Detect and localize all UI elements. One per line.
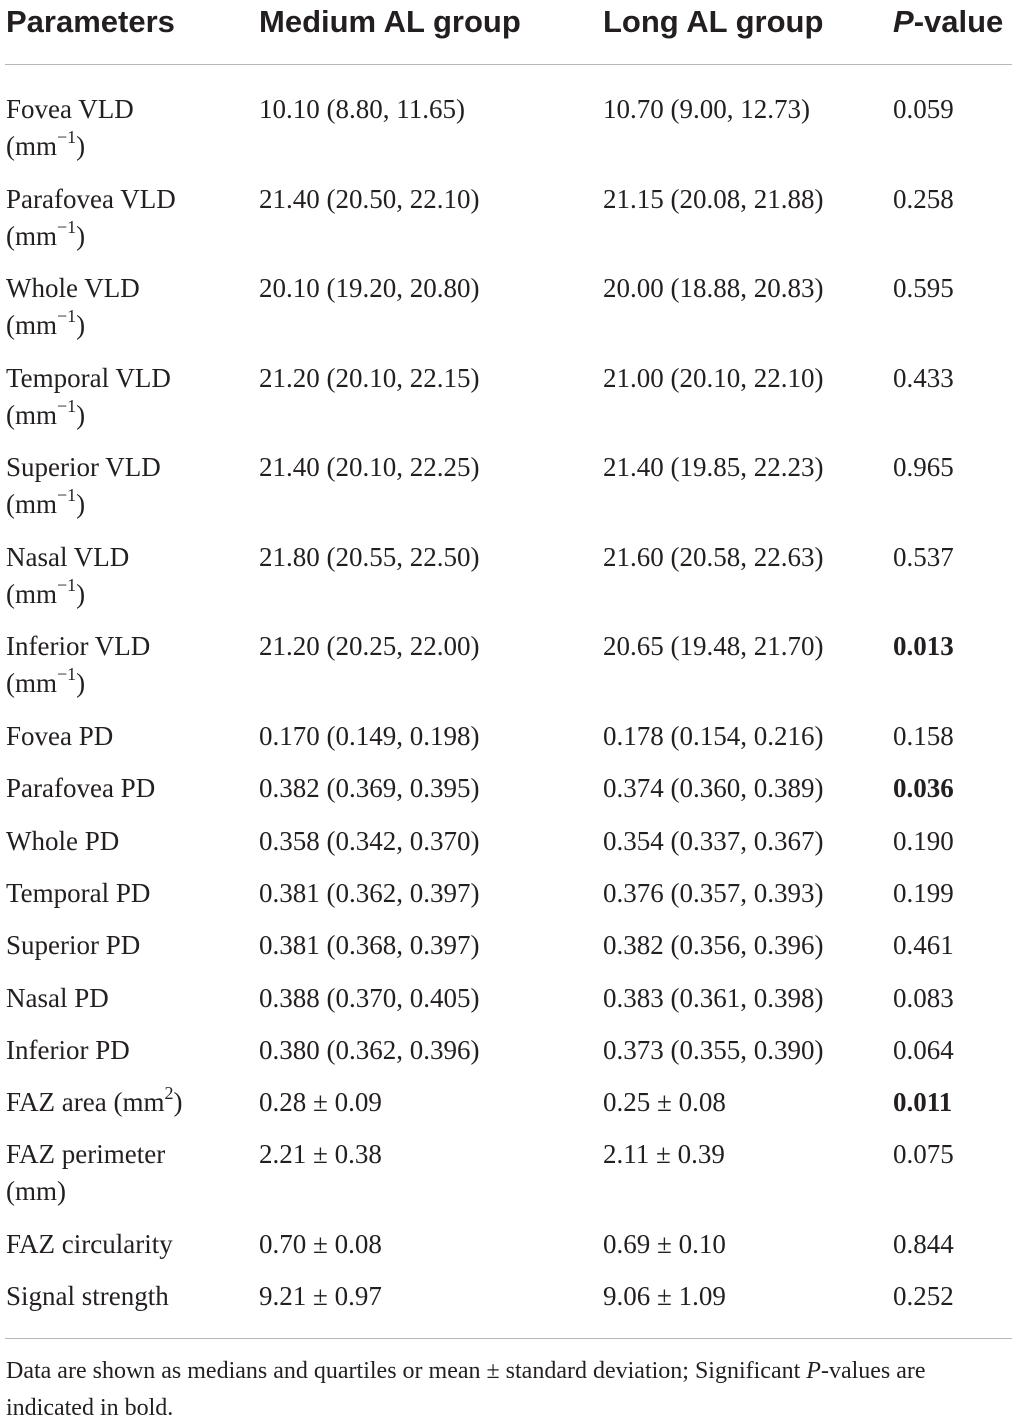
row-label: Parafovea PD — [6, 773, 156, 803]
medium-value: 0.170 (0.149, 0.198) — [259, 721, 480, 751]
medium-value: 0.381 (0.368, 0.397) — [259, 930, 480, 960]
p-value: 0.461 — [893, 930, 954, 960]
p-value: 0.059 — [893, 94, 954, 124]
unit-mm-inverse: $(mm^{-1})$ — [6, 664, 86, 698]
p-value: 0.433 — [893, 363, 954, 393]
medium-value: 0.388 (0.370, 0.405) — [259, 983, 480, 1013]
unit-mm-inverse: $(mm^{-1})$ — [6, 396, 86, 430]
long-value: 0.354 (0.337, 0.367) — [603, 826, 824, 856]
row-label: FAZ perimeter (mm) — [6, 1139, 166, 1206]
row-label: Inferior PD — [6, 1035, 130, 1065]
row-label: Parafovea VLD $(mm^{-1})$ — [6, 184, 176, 251]
p-value: 0.537 — [893, 542, 954, 572]
long-value: 0.383 (0.361, 0.398) — [603, 983, 824, 1013]
p-value: 0.199 — [893, 878, 954, 908]
medium-value: 10.10 (8.80, 11.65) — [259, 94, 465, 124]
unit-mm-inverse: $(mm^{-1})$ — [6, 575, 86, 609]
long-value: 21.15 (20.08, 21.88) — [603, 184, 824, 214]
medium-value: 9.21 ± 0.97 — [259, 1281, 382, 1311]
medium-value: 0.381 (0.362, 0.397) — [259, 878, 480, 908]
unit-mm-inverse: $(mm^{-1})$ — [6, 217, 86, 251]
long-value: 20.00 (18.88, 20.83) — [603, 273, 824, 303]
p-value: 0.965 — [893, 452, 954, 482]
medium-value: 0.70 ± 0.08 — [259, 1229, 382, 1259]
long-value: 10.70 (9.00, 12.73) — [603, 94, 810, 124]
medium-value: 0.380 (0.362, 0.396) — [259, 1035, 480, 1065]
p-value: 0.595 — [893, 273, 954, 303]
p-value: 0.844 — [893, 1229, 954, 1259]
unit-mm-inverse: $(mm^{-1})$ — [6, 127, 86, 161]
table-header — [0, 0, 1017, 64]
long-value: 20.65 (19.48, 21.70) — [603, 631, 824, 661]
p-value-significant: 0.036 — [893, 773, 954, 803]
row-label: Inferior VLD $(mm^{-1})$ — [6, 631, 151, 698]
medium-value: 2.21 ± 0.38 — [259, 1139, 382, 1169]
p-value: 0.258 — [893, 184, 954, 214]
row-label: FAZ area $(mm^2)$ — [6, 1083, 183, 1117]
row-label: FAZ circularity — [6, 1229, 173, 1259]
header-parameters: Parameters — [6, 4, 175, 39]
medium-value: 0.28 ± 0.09 — [259, 1087, 382, 1117]
row-label: Whole VLD $(mm^{-1})$ — [6, 273, 140, 340]
row-label: Nasal VLD $(mm^{-1})$ — [6, 542, 130, 609]
p-value: 0.252 — [893, 1281, 954, 1311]
p-value-significant: 0.011 — [893, 1087, 953, 1117]
row-label: Nasal PD — [6, 983, 109, 1013]
row-label: Signal strength — [6, 1281, 169, 1311]
long-value: 0.374 (0.360, 0.389) — [603, 773, 824, 803]
table-footnote: Data are shown as medians and quartiles or mean ± standard deviation; Significant P-values are indicated in bold. — [6, 1358, 926, 1421]
medium-value: 0.382 (0.369, 0.395) — [259, 773, 480, 803]
row-label: Temporal VLD $(mm^{-1})$ — [6, 363, 171, 430]
row-label: Whole PD — [6, 826, 120, 856]
long-value: 0.178 (0.154, 0.216) — [603, 721, 824, 751]
p-value-significant: 0.013 — [893, 631, 954, 661]
medium-value: 21.20 (20.25, 22.00) — [259, 631, 480, 661]
row-label: Fovea VLD $(mm^{-1})$ — [6, 94, 134, 161]
header-long-al-group: Long AL group — [603, 4, 824, 39]
medium-value: 21.20 (20.10, 22.15) — [259, 363, 480, 393]
long-value: 9.06 ± 1.09 — [603, 1281, 726, 1311]
long-value: 0.382 (0.356, 0.396) — [603, 930, 824, 960]
p-value: 0.064 — [893, 1035, 954, 1065]
long-value: 0.25 ± 0.08 — [603, 1087, 726, 1117]
medium-value: 20.10 (19.20, 20.80) — [259, 273, 480, 303]
header-medium-al-group: Medium AL group — [259, 4, 521, 39]
p-value: 0.158 — [893, 721, 954, 751]
long-value: 21.00 (20.10, 22.10) — [603, 363, 824, 393]
long-value: 0.373 (0.355, 0.390) — [603, 1035, 824, 1065]
p-value: 0.083 — [893, 983, 954, 1013]
medium-value: 0.358 (0.342, 0.370) — [259, 826, 480, 856]
long-value: 21.40 (19.85, 22.23) — [603, 452, 824, 482]
medium-value: 21.80 (20.55, 22.50) — [259, 542, 480, 572]
long-value: 0.69 ± 0.10 — [603, 1229, 726, 1259]
row-label: Fovea PD — [6, 721, 114, 751]
top-rule — [5, 64, 1012, 65]
unit-mm-inverse: $(mm^{-1})$ — [6, 306, 86, 340]
bottom-rule — [5, 1338, 1012, 1339]
long-value: 0.376 (0.357, 0.393) — [603, 878, 824, 908]
p-value: 0.075 — [893, 1139, 954, 1169]
p-value: 0.190 — [893, 826, 954, 856]
long-value: 21.60 (20.58, 22.63) — [603, 542, 824, 572]
medium-value: 21.40 (20.50, 22.10) — [259, 184, 480, 214]
medium-value: 21.40 (20.10, 22.25) — [259, 452, 480, 482]
unit-mm-inverse: $(mm^{-1})$ — [6, 485, 86, 519]
row-label: Temporal PD — [6, 878, 151, 908]
header-p-value: P-value — [893, 4, 1004, 39]
row-label: Superior PD — [6, 930, 141, 960]
long-value: 2.11 ± 0.39 — [603, 1139, 725, 1169]
row-label: Superior VLD $(mm^{-1})$ — [6, 452, 161, 519]
